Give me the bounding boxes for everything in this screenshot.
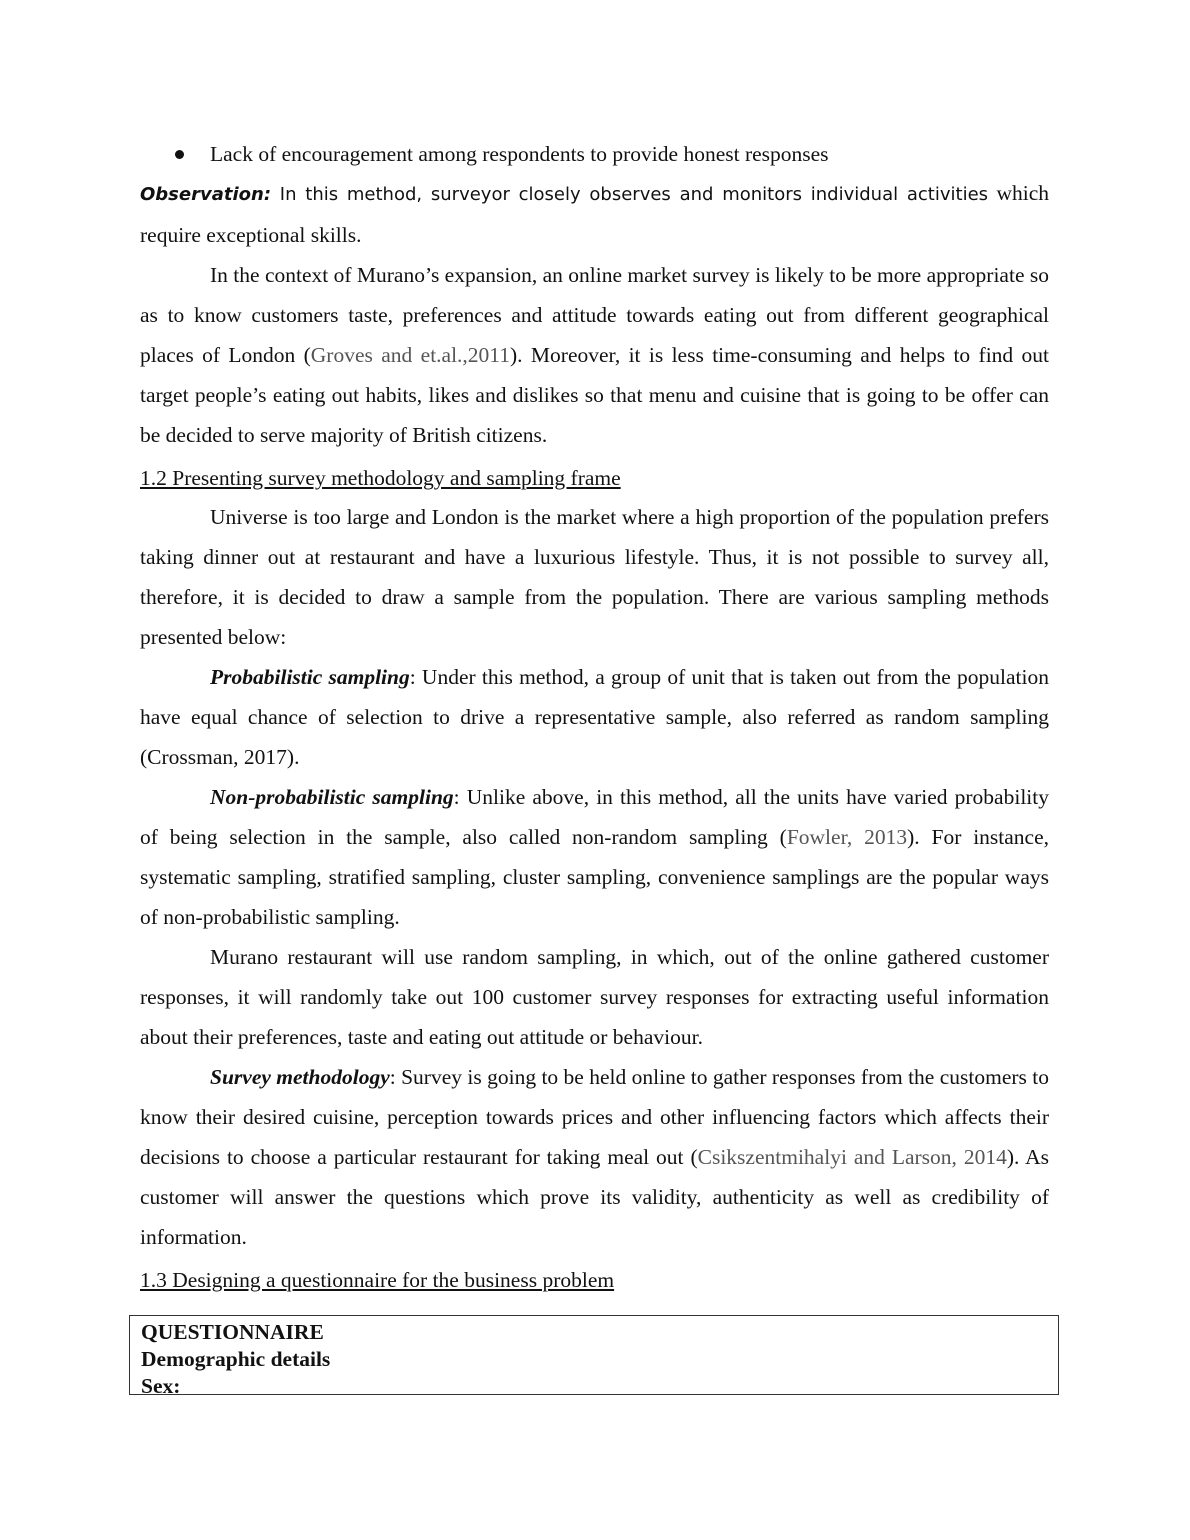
observation-text-serif: which require exceptional skills. <box>140 181 1050 247</box>
questionnaire-title: QUESTIONNAIRE <box>141 1320 324 1344</box>
bullet-dot-icon <box>175 150 184 159</box>
survey-text-before: : Survey is going to be held online to gather responses from the customers to know their desired cuisine, perception towards prices and other influencing factors which affects their decisions to choose a particular restaurant for taking meal out ( <box>140 1065 1049 1169</box>
probabilistic-term: Probabilistic sampling <box>210 665 410 689</box>
observation-paragraph <box>140 173 1049 255</box>
probabilistic-text: : Under this method, a group of unit that is taken out from the population have equal chance of selection to drive a representative sample, also referred as random sampling (Crossman, 2017). <box>140 665 1049 769</box>
non-probabilistic-text-after: ). For instance, systematic sampling, stratified sampling, cluster sampling, convenience samplings are the popular ways of non-probabilistic sampling. <box>140 825 1050 929</box>
probabilistic-paragraph <box>140 657 1049 777</box>
context-text-after: ). Moreover, it is less time-consuming and helps to find out target people’s eating out habits, likes and dislikes so that menu and cuisine that is going to be offer can be decided to serve majority of British citizens. <box>140 343 1050 447</box>
bullet-item <box>140 136 1049 172</box>
bullet-text: Lack of encouragement among respondents to provide honest responses <box>210 142 829 166</box>
citation-csikszentmihalyi: Csikszentmihalyi and Larson, 2014 <box>697 1145 1007 1169</box>
survey-text-after: ). As customer will answer the questions which prove its validity, authenticity as well as credibility of information. <box>140 1145 1049 1249</box>
heading-1-2: 1.2 Presenting survey methodology and sampling frame <box>140 466 621 490</box>
questionnaire-field-sex: Sex: <box>141 1374 181 1398</box>
murano-paragraph: Murano restaurant will use random sampling, in which, out of the online gathered customer responses, it will randomly take out 100 customer survey responses for extracting useful information about their preferences, taste and eating out attitude or behaviour. <box>140 945 1049 1049</box>
observation-text-sans: In this method, surveyor closely observes and monitors individual activities <box>271 184 989 205</box>
questionnaire-subtitle: Demographic details <box>141 1347 331 1371</box>
universe-paragraph: Universe is too large and London is the market where a high proportion of the population prefers taking dinner out at restaurant and have a luxurious lifestyle. Thus, it is not possible to survey all, therefore, it is decided to draw a sample from the population. There are various sampling methods presented below: <box>140 505 1049 649</box>
context-text-before: In the context of Murano’s expansion, an online market survey is likely to be more appropriate so as to know customers taste, preferences and attitude towards eating out from different geographical places of London ( <box>140 263 1049 367</box>
heading-1-3: 1.3 Designing a questionnaire for the business problem <box>140 1268 615 1292</box>
citation-fowler: Fowler, 2013 <box>786 825 908 849</box>
non-probabilistic-text-before: : Unlike above, in this method, all the units have varied probability of being selection in the sample, also called non-random sampling ( <box>140 785 1049 849</box>
survey-methodology-term: Survey methodology <box>210 1065 390 1089</box>
observation-label: Observation: <box>140 184 272 205</box>
context-paragraph <box>140 255 1049 455</box>
non-probabilistic-term: Non-probabilistic sampling <box>210 785 454 809</box>
non-probabilistic-paragraph <box>140 777 1049 937</box>
questionnaire-box <box>129 1315 1059 1398</box>
citation-groves: Groves and et.al.,2011 <box>310 343 511 367</box>
document-body <box>140 136 1049 1299</box>
survey-methodology-paragraph <box>140 1057 1049 1257</box>
